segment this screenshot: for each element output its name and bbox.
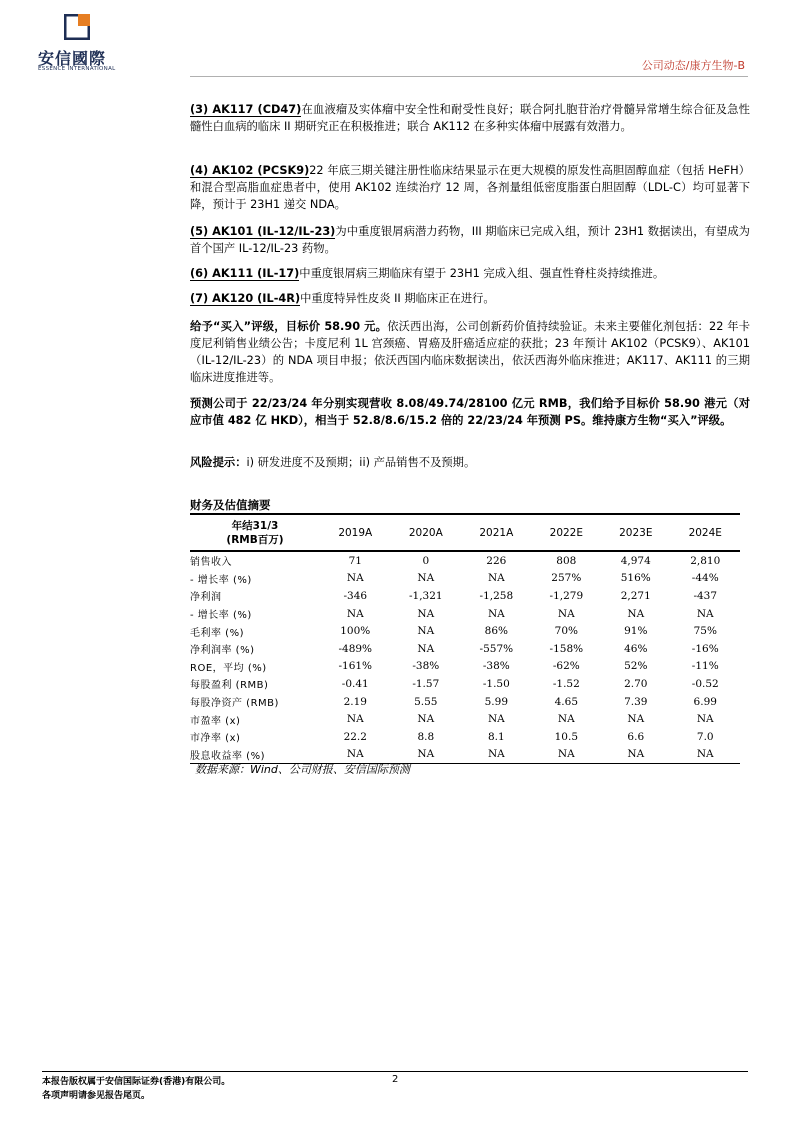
table-cell: -38% [482,660,510,673]
table-cell: 86% [484,625,508,638]
table-cell: 7.39 [624,695,648,708]
table-title: 财务及估值摘要 [190,498,271,512]
table-cell: 75% [693,625,717,638]
item-label: (4) AK102 (PCSK9) [190,164,310,177]
header-divider [190,76,748,77]
table-cell: NA [417,748,435,761]
item-text: 22 年底三期关键注册性临床结果显示在更大规模的原发性高胆固醇血症（包括 HeFH）和混合型高脂血症患者中，使用 AK102 连续治疗 12 周，各剂量组低密度脂蛋白胆固醇（LDL-C）均可显著下降，预计于 23H1 递交 NDA。 [190,164,750,211]
table-cell: -489% [338,642,373,655]
table-cell: 52% [624,660,648,673]
row-label: 股息收益率 (%) [190,750,265,762]
pipeline-item-ak120 [190,290,750,307]
pipeline-item-ak117 [190,101,750,135]
item-text: 中重度银屑病三期临床有望于 23H1 完成入组、强直性脊柱炎持续推进。 [299,267,665,280]
table-cell: NA [627,748,645,761]
table-cell: -1.52 [552,677,580,690]
table-header-row [190,514,740,551]
header-year: 2019A [338,526,373,539]
footer-divider [42,1071,748,1072]
table-cell: NA [346,748,364,761]
table-cell: NA [346,572,364,585]
financial-summary-table [190,513,740,764]
table-cell: 71 [348,554,362,567]
page-number: 2 [392,1074,399,1085]
table-cell: NA [417,572,435,585]
row-label: 净利润 [190,592,222,604]
table-cell: NA [487,607,505,620]
table-cell: 70% [554,625,578,638]
table-row [190,587,740,605]
table-cell: -16% [691,642,719,655]
header-year: 2021A [479,526,514,539]
table-cell: 10.5 [554,730,579,743]
table-cell: NA [557,607,575,620]
row-label: 每股净资产 (RMB) [190,698,279,710]
row-label: 市盈率 (x) [190,715,241,727]
table-cell: 4,974 [620,554,651,567]
table-cell: 2.19 [343,695,367,708]
table-cell: NA [487,713,505,726]
item-text: 中重度特异性皮炎 II 期临床正在进行。 [300,292,495,305]
table-cell: 46% [624,642,648,655]
table-cell: NA [557,713,575,726]
item-text: 为中重度银屑病潜力药物，III 期临床已完成入组，预计 23H1 数据读出，有望成为首个国产 IL-12/IL-23 药物。 [190,225,750,255]
breadcrumb: 公司动态/康方生物-B [641,59,745,72]
table-cell: 2.70 [624,677,648,690]
table-cell: -44% [691,572,719,585]
table-row [190,675,740,693]
table-cell: 5.55 [414,695,438,708]
item-label: (3) AK117 (CD47) [190,103,302,116]
table-cell: 808 [556,554,577,567]
row-label: 每股盈利 (RMB) [190,680,269,692]
item-label: (6) AK111 (IL-17) [190,267,300,280]
header-year: 2023E [619,526,653,539]
header-year: 2020A [408,526,443,539]
table-cell: 100% [340,625,371,638]
table-row [190,710,740,728]
rating-heading: 给予“买入”评级，目标价 58.90 元。 [190,320,388,333]
risk-paragraph [190,454,750,471]
row-label: 市净率 (x) [190,733,241,745]
table-cell: -1,258 [479,589,514,602]
table-cell: -158% [549,642,584,655]
table-cell: -437 [693,589,718,602]
logo-text-en: ESSENCE INTERNATIONAL [38,66,116,72]
table-row [190,605,740,623]
table-row [190,640,740,658]
risk-text: i) 研发进度不及预期；ii) 产品销售不及预期。 [246,456,476,469]
table-cell: NA [487,572,505,585]
table-cell: NA [417,713,435,726]
table-cell: -161% [338,660,373,673]
row-label: - 增长率 (%) [190,574,252,586]
table-cell: -557% [479,642,514,655]
table-cell: 6.99 [693,695,717,708]
row-label: - 增长率 (%) [190,610,252,622]
table-row [190,551,740,570]
table-cell: 257% [551,572,582,585]
item-text: 在血液瘤及实体瘤中安全性和耐受性良好；联合阿扎胞苷治疗骨髓异常增生综合征及急性髓性白血病的临床 II 期研究正在积极推进；联合 AK112 在多种实体瘤中展露有效潜力。 [190,103,750,133]
table-row [190,658,740,676]
table-cell: 8.1 [487,730,505,743]
rating-text: 依沃西出海，公司创新药价值持续验证。未来主要催化剂包括：22 年卡度尼利销售业绩公告；卡度尼利 1L 宫颈癌、胃癌及肝癌适应症的获批；23 年预计 AK102（PCSK9）、AK101（IL-12/IL-23）的 NDA 项目申报；依沃西国内临床数据读出，依沃西海外临床推进；AK117、AK111 的三期临床进度推进等。 [190,320,750,384]
header-label [190,514,320,551]
risk-label: 风险提示： [190,456,247,469]
table-cell: 516% [620,572,651,585]
table-cell: -11% [691,660,719,673]
table-row [190,693,740,711]
table-cell: -1,321 [408,589,443,602]
table-cell: 2,271 [620,589,651,602]
table-cell: NA [696,713,714,726]
table-row [190,570,740,588]
table-cell: 4.65 [554,695,579,708]
table-row [190,728,740,746]
table-cell: 6.6 [627,730,645,743]
item-label: (7) AK120 (IL-4R) [190,292,301,305]
table-cell: -38% [412,660,440,673]
table-cell: NA [417,625,435,638]
table-cell: 0 [422,554,430,567]
header-year: 2022E [549,526,583,539]
table-cell: NA [417,607,435,620]
table-cell: NA [627,713,645,726]
table-cell: -1,279 [549,589,584,602]
table-cell: -0.52 [691,677,719,690]
row-label: 毛利率 (%) [190,627,244,639]
table-cell: NA [487,748,505,761]
table-cell: 91% [624,625,648,638]
table-cell: -1.57 [412,677,440,690]
table-cell: NA [557,748,575,761]
table-cell: 22.2 [343,730,367,743]
row-label: 销售收入 [190,557,232,569]
table-cell: -1.50 [482,677,510,690]
row-label: ROE，平均 (%) [190,662,267,674]
row-label: 净利润率 (%) [190,645,255,657]
table-cell: 5.99 [484,695,509,708]
table-cell: 7.0 [696,730,714,743]
header-label-unit: (RMB百万) [226,533,284,546]
table-row [190,622,740,640]
table-cell: -346 [343,589,368,602]
logo-text-cn: 安信國際 [38,49,107,68]
forecast-paragraph: 预测公司于 22/23/24 年分别实现营收 8.08/49.74/28100 亿元 RMB，我们给予目标价 58.90 港元（对应市值 482 亿 HKD），相当于 52.8/8.6/15.2 倍的 22/23/24 年预测 PS。维持康方生物“买入”评级。 [190,397,750,427]
header-year: 2024E [688,526,722,539]
footer-disclaimer: 各项声明请参见报告尾页。 [42,1091,151,1101]
pipeline-item-ak102 [190,162,750,213]
header-label-year-end: 年结31/3 [231,519,279,532]
footer-copyright: 本报告版权属于安信国际证券(香港)有限公司。 [42,1077,231,1087]
table-cell: NA [696,607,714,620]
pipeline-item-ak111 [190,265,750,282]
table-cell: -62% [552,660,580,673]
table-cell: NA [696,748,714,761]
table-cell: 226 [486,554,507,567]
pipeline-item-ak101 [190,223,750,257]
item-label: (5) AK101 (IL-12/IL-23) [190,225,336,238]
rating-paragraph [190,318,750,386]
table-cell: 2,810 [690,554,721,567]
table-cell: NA [417,642,435,655]
table-source: 数据来源：Wind、公司财报、安信国际预测 [195,763,410,776]
table-cell: 8.8 [417,730,435,743]
table-cell: NA [346,713,364,726]
table-cell: NA [627,607,645,620]
table-cell: NA [346,607,364,620]
table-cell: -0.41 [341,677,369,690]
logo-mark-icon [64,14,90,40]
